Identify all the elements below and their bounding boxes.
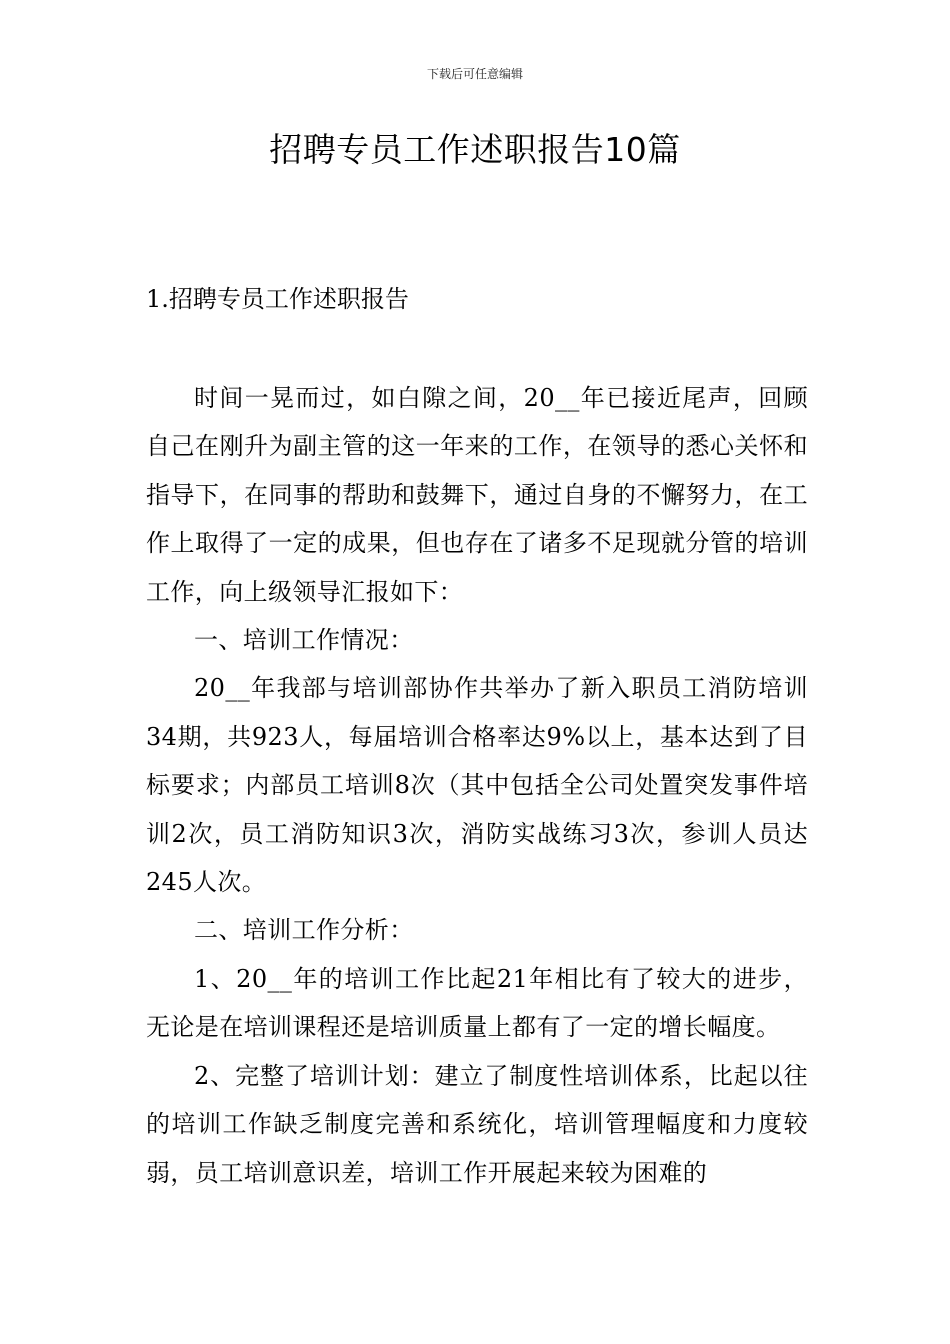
section-heading: 1.招聘专员工作述职报告 <box>146 285 409 313</box>
analysis-item-1: 1、20__年的培训工作比起21年相比有了较大的进步，无论是在培训课程还是培训质量上都有了一定的增长幅度。 <box>146 964 808 1042</box>
subheading-training-status: 一、培训工作情况： <box>194 626 414 655</box>
document-title: 招聘专员工作述职报告10篇 <box>269 130 681 169</box>
training-status-paragraph: 20__年我部与培训部协作共举办了新入职员工消防培训34期，共923人，每届培训合格率达9%以上，基本达到了目标要求；内部员工培训8次（其中包括全公司处置突发事件培训2次，员工消防知识3次，消防实战练习3次，参训人员达245人次。 <box>146 674 808 897</box>
subheading-training-analysis: 二、培训工作分析： <box>194 916 414 945</box>
intro-paragraph: 时间一晃而过，如白隙之间，20__年已接近尾声，回顾自己在刚升为副主管的这一年来的工作，在领导的悉心关怀和指导下，在同事的帮助和鼓舞下，通过自身的不懈努力，在工作上取得了一定的成果，但也存在了诸多不足现就分管的培训工作，向上级领导汇报如下： <box>146 384 808 606</box>
analysis-item-2: 2、完整了培训计划：建立了制度性培训体系，比起以往的培训工作缺乏制度完善和系统化，培训管理幅度和力度较弱，员工培训意识差，培训工作开展起来较为困难的 <box>146 1061 808 1187</box>
document-body <box>146 374 808 1197</box>
download-note: 下载后可任意编辑 <box>426 67 523 81</box>
